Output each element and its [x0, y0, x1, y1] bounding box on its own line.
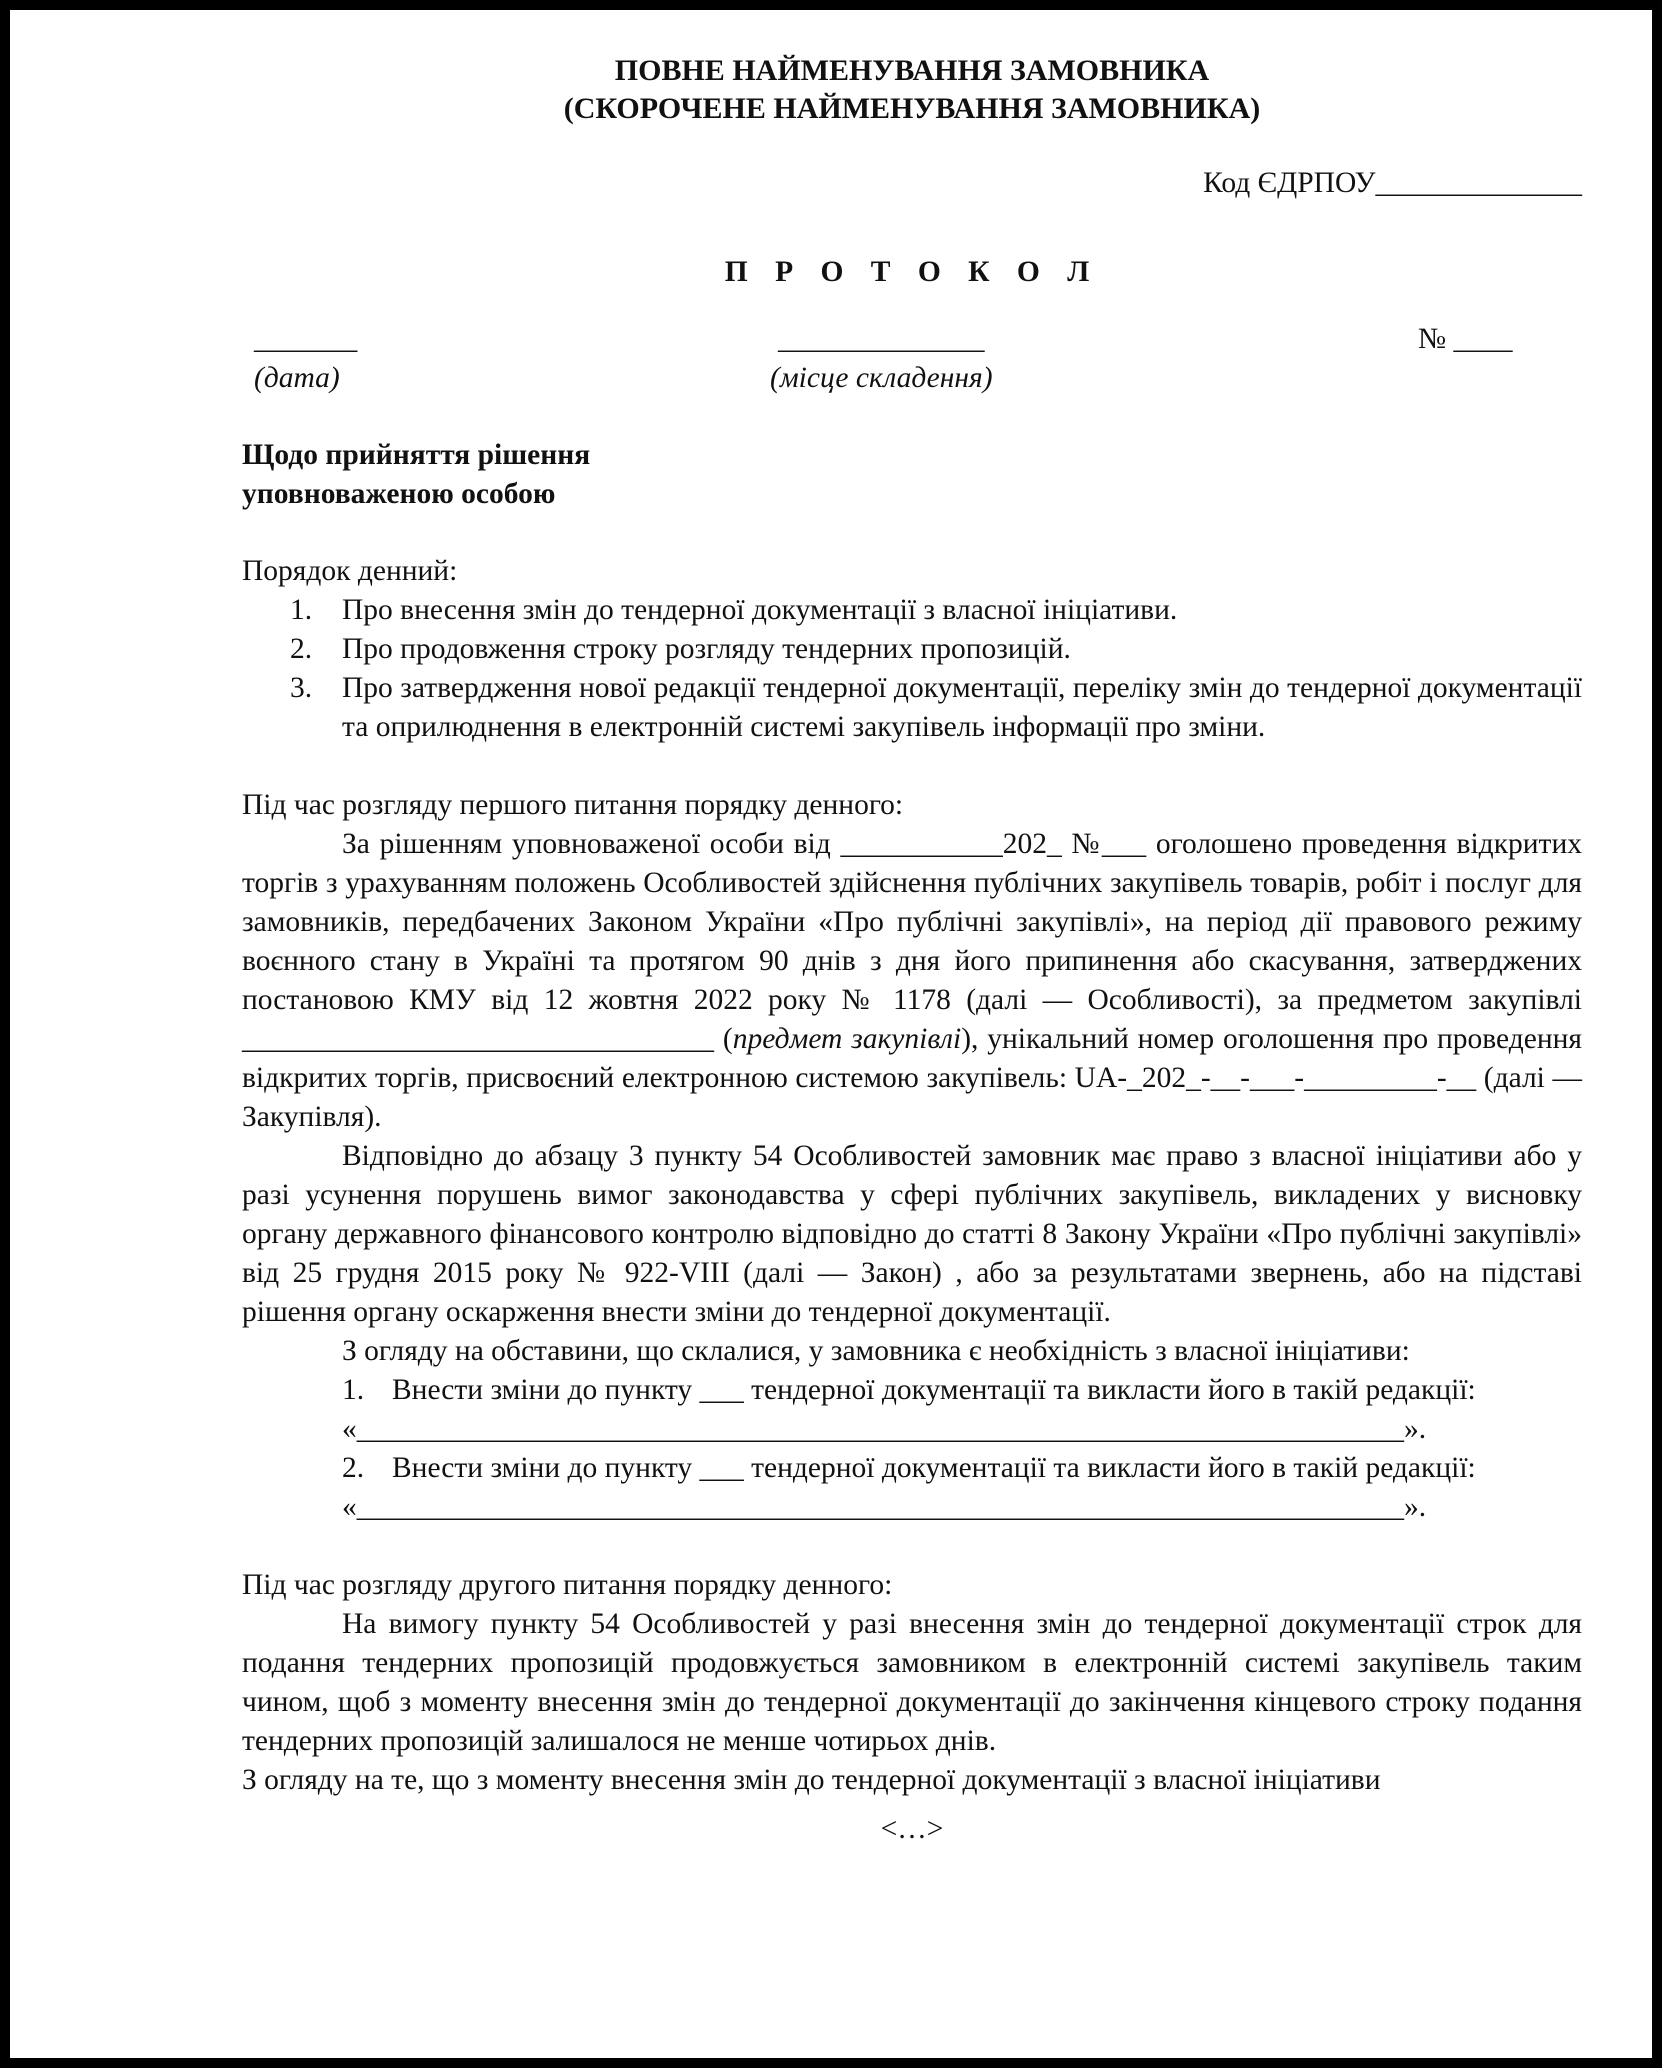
document-title: П Р О Т О К О Л [724, 256, 1100, 288]
first-question-paragraph-3: З огляду на обставини, що склалися, у замовника є необхідність з власної ініціативи: [342, 1335, 1410, 1367]
list-item-text: Про затвердження нової редакції тендерної документації, переліку змін до тендерної документації та оприлюднення в електронній системі закупівель інформації про зміни. [342, 672, 1582, 743]
subject-placeholder: предмет закупівлі [732, 1023, 962, 1055]
list-item-text: Про внесення змін до тендерної документації з власної ініціативи. [342, 594, 1178, 626]
list-item-text: Внести зміни до пункту ___ тендерної документації та викласти його в такій редакції: [392, 1452, 1476, 1484]
list-item-number: 1. [342, 1374, 365, 1406]
agenda-list [242, 591, 1582, 747]
edrpou-code-field: Код ЄДРПОУ______________ [1203, 167, 1582, 199]
subject-line-2: уповноваженою особою [242, 478, 556, 510]
changes-list [242, 1449, 1582, 1488]
first-question-paragraph-1 [242, 825, 1582, 1137]
list-item-number: 2. [290, 633, 313, 665]
change-quote-2: «_______________________________________________________________________». [342, 1491, 1427, 1523]
list-item [242, 1371, 1582, 1410]
customer-full-name: ПОВНЕ НАЙМЕНУВАННЯ ЗАМОВНИКА [614, 54, 1210, 87]
protocol-meta-row [242, 320, 1582, 410]
date-field [254, 320, 357, 398]
paragraph-text: За рішенням уповноваженої особи від ___________202_ №___ оголошено проведення відкритих торгів з урахуванням положень Особливостей здійснення публічних закупівель товарів, робіт і послуг для замовників, передбачених Законом України «Про публічні закупівлі», на період дії правового режиму воєнного стану в Україні та протягом 90 днів з дня його припинення або скасування, затверджених постановою КМУ від 12 жовтня 2022 року № 1178 (далі — Особливості), за предметом закупівлі ________________________________ [242, 828, 1582, 1055]
place-caption: (місце складення) [770, 362, 993, 394]
agenda-title: Порядок денний: [242, 555, 458, 587]
change-quote-1: «_______________________________________________________________________». [342, 1413, 1427, 1445]
list-item [242, 669, 1582, 747]
date-blank: _______ [254, 323, 358, 355]
list-item-text: Про продовження строку розгляду тендерних пропозицій. [342, 633, 1071, 665]
list-item-number: 2. [342, 1452, 365, 1484]
date-caption: (дата) [254, 362, 340, 394]
second-question-title: Під час розгляду другого питання порядку денного: [242, 1569, 893, 1601]
protocol-subject [242, 436, 1582, 514]
first-question-title: Під час розгляду першого питання порядку денного: [242, 789, 904, 821]
protocol-number: № ____ [1418, 323, 1513, 355]
place-field [770, 320, 993, 398]
document-page [242, 52, 1582, 1849]
paragraph-text: ), унікальний номер оголошення про проведення відкритих торгів, присвоєний електронною системою закупівель: UA-_202_-__-___-_________-__ (далі — Закупівля). [242, 1023, 1582, 1133]
list-item [242, 630, 1582, 669]
place-blank: ______________ [778, 323, 985, 355]
paren-open: ( [722, 1023, 733, 1055]
list-item-number: 3. [290, 672, 313, 704]
list-item-number: 1. [290, 594, 313, 626]
list-item-text: Внести зміни до пункту ___ тендерної документації та викласти його в такій редакції: [392, 1374, 1476, 1406]
subject-line-1: Щодо прийняття рішення [242, 439, 591, 471]
changes-list [242, 1371, 1582, 1410]
page-continuation-marker: <…> [880, 1813, 944, 1845]
list-item [242, 591, 1582, 630]
first-question-paragraph-2: Відповідно до абзацу 3 пункту 54 Особливостей замовник має право з власної ініціативи або у разі усунення порушень вимог законодавства у сфері публічних закупівель, викладених у висновку органу державного фінансового контролю відповідно до статті 8 Закону України «Про публічні закупівлі» від 25 грудня 2015 року № 922-VIII (далі — Закон) , або за результатами звернень, або на підставі рішення органу оскарження внести зміни до тендерної документації. [242, 1140, 1582, 1328]
second-question-paragraph-2: З огляду на те, що з моменту внесення змін до тендерної документації з власної ініціативи [242, 1764, 1381, 1796]
list-item [242, 1449, 1582, 1488]
customer-short-name: (СКОРОЧЕНЕ НАЙМЕНУВАННЯ ЗАМОВНИКА) [563, 92, 1261, 125]
second-question-paragraph-1: На вимогу пункту 54 Особливостей у разі внесення змін до тендерної документації строк для подання тендерних пропозицій продовжується замовником в електронній системі закупівель таким чином, щоб з моменту внесення змін до тендерної документації до закінчення кінцевого строку подання тендерних пропозицій залишалося не менше чотирьох днів. [242, 1608, 1582, 1757]
